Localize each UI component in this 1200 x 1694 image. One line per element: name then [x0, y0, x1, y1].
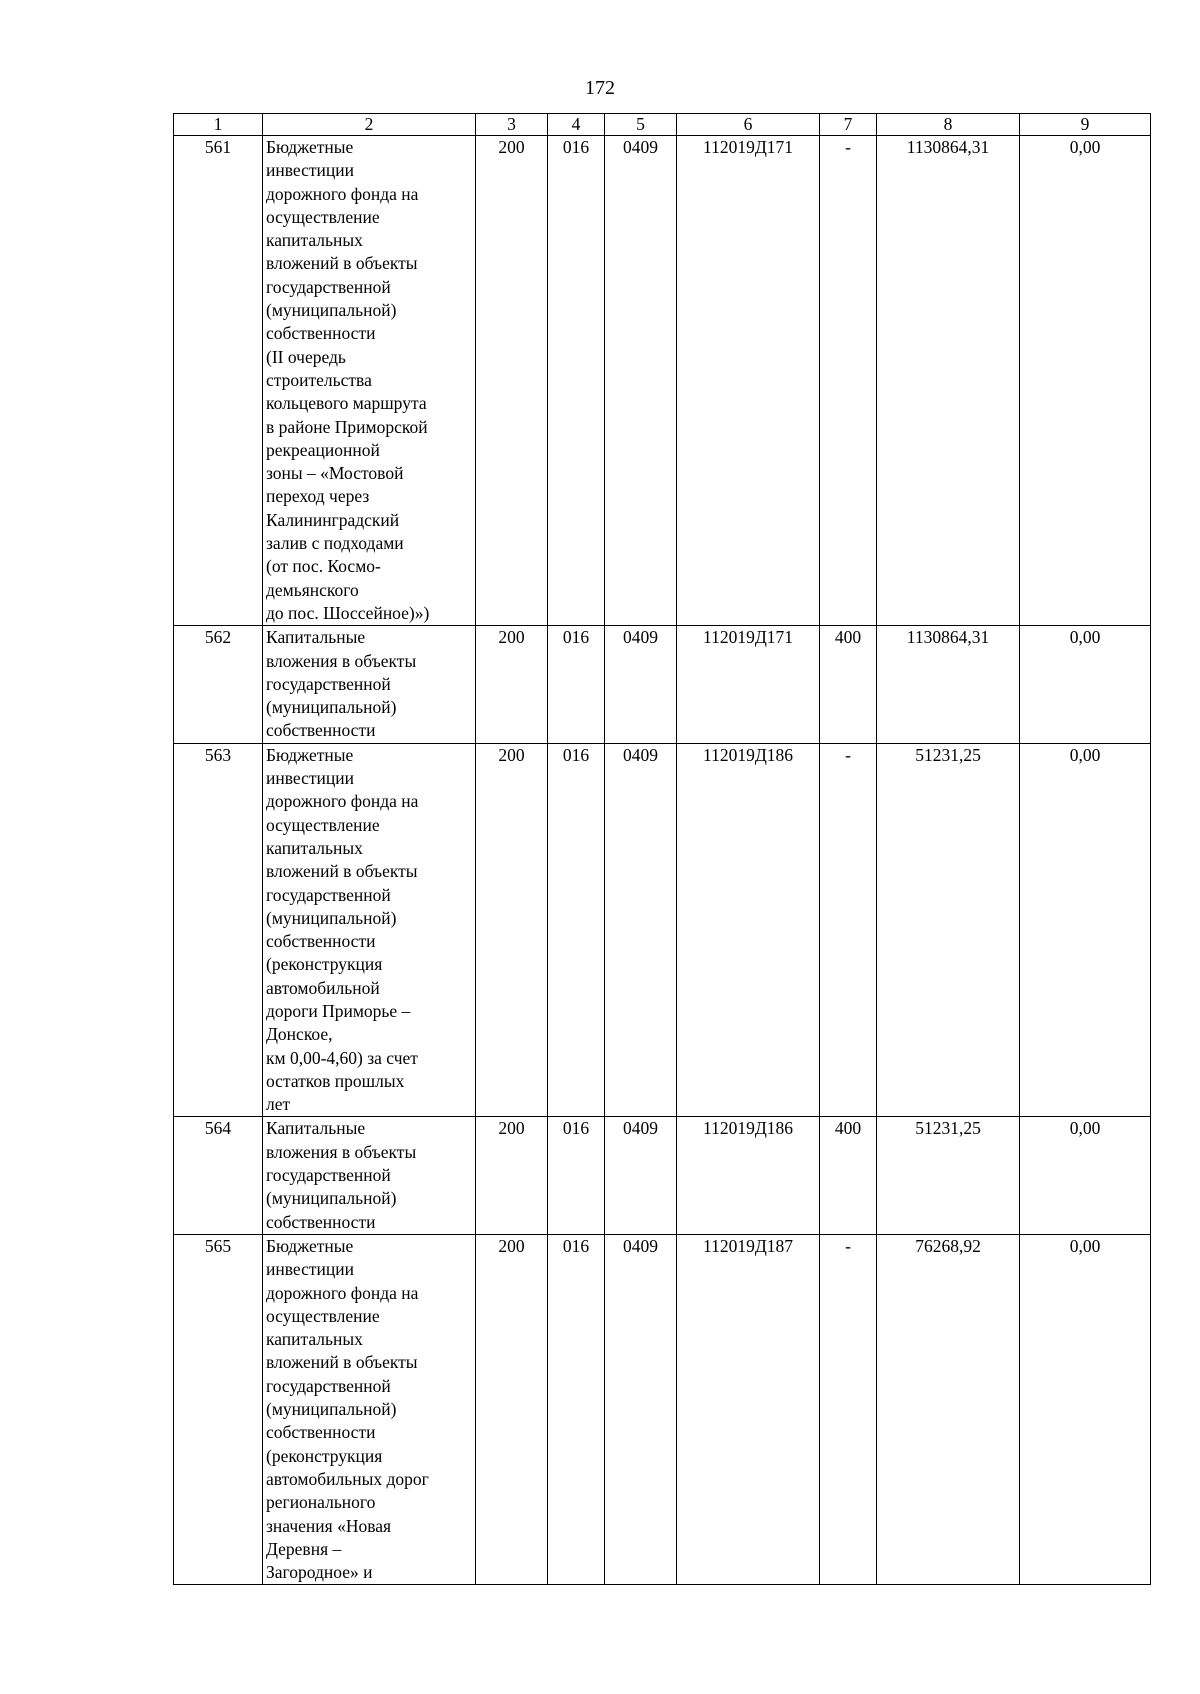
cell-col-3: 200: [476, 1234, 548, 1584]
table-row: [174, 626, 1151, 743]
cell-col-7: 400: [820, 626, 877, 743]
cell-col-8: 51231,25: [877, 743, 1020, 1117]
column-header-3: 3: [476, 114, 548, 136]
row-description: Капитальные вложения в объекты государственной (муниципальной) собственности: [263, 1117, 476, 1234]
column-header-2: 2: [263, 114, 476, 136]
row-description: Капитальные вложения в объекты государственной (муниципальной) собственности: [263, 626, 476, 743]
cell-col-9: 0,00: [1020, 1117, 1151, 1234]
cell-col-4: 016: [548, 743, 605, 1117]
page-number: 172: [585, 77, 615, 99]
column-header-6: 6: [677, 114, 820, 136]
column-header-1: 1: [174, 114, 263, 136]
cell-col-9: 0,00: [1020, 136, 1151, 626]
cell-col-4: 016: [548, 1234, 605, 1584]
row-description: Бюджетные инвестиции дорожного фонда на осуществление капитальных вложений в объекты государственной (муниципальной) собственности (реконструкция автомобильных дорог регионального значения «Новая Деревня – Загородное» и: [263, 1234, 476, 1584]
cell-col-8: 51231,25: [877, 1117, 1020, 1234]
cell-col-6: 112019Д171: [677, 136, 820, 626]
cell-col-3: 200: [476, 136, 548, 626]
table-row: [174, 743, 1151, 1117]
row-number: 564: [174, 1117, 263, 1234]
cell-col-5: 0409: [605, 136, 677, 626]
column-header-5: 5: [605, 114, 677, 136]
cell-col-3: 200: [476, 1117, 548, 1234]
cell-col-6: 112019Д186: [677, 1117, 820, 1234]
table-row: [174, 1234, 1151, 1584]
table-row: [174, 136, 1151, 626]
cell-col-3: 200: [476, 743, 548, 1117]
row-number: 562: [174, 626, 263, 743]
cell-col-8: 1130864,31: [877, 136, 1020, 626]
cell-col-4: 016: [548, 1117, 605, 1234]
header-row: [174, 114, 1151, 136]
row-description: Бюджетные инвестиции дорожного фонда на осуществление капитальных вложений в объекты государственной (муниципальной) собственности (II очередь строительства кольцевого маршрута в районе Приморской рекреационной зоны – «Мостовой переход через Калининградский залив с подходами (от пос. Космо- демьянского до пос. Шоссейное)»): [263, 136, 476, 626]
cell-col-5: 0409: [605, 1117, 677, 1234]
cell-col-5: 0409: [605, 1234, 677, 1584]
column-header-7: 7: [820, 114, 877, 136]
cell-col-4: 016: [548, 136, 605, 626]
cell-col-9: 0,00: [1020, 626, 1151, 743]
cell-col-6: 112019Д186: [677, 743, 820, 1117]
cell-col-6: 112019Д187: [677, 1234, 820, 1584]
row-number: 561: [174, 136, 263, 626]
cell-col-7: 400: [820, 1117, 877, 1234]
cell-col-3: 200: [476, 626, 548, 743]
row-number: 563: [174, 743, 263, 1117]
budget-table: [173, 113, 1151, 1585]
cell-col-7: -: [820, 136, 877, 626]
column-header-4: 4: [548, 114, 605, 136]
row-description: Бюджетные инвестиции дорожного фонда на осуществление капитальных вложений в объекты государственной (муниципальной) собственности (реконструкция автомобильной дороги Приморье – Донское, км 0,00-4,60) за счет остатков прошлых лет: [263, 743, 476, 1117]
cell-col-9: 0,00: [1020, 743, 1151, 1117]
column-header-8: 8: [877, 114, 1020, 136]
cell-col-5: 0409: [605, 743, 677, 1117]
row-number: 565: [174, 1234, 263, 1584]
cell-col-9: 0,00: [1020, 1234, 1151, 1584]
column-header-9: 9: [1020, 114, 1151, 136]
cell-col-6: 112019Д171: [677, 626, 820, 743]
cell-col-4: 016: [548, 626, 605, 743]
cell-col-5: 0409: [605, 626, 677, 743]
cell-col-8: 1130864,31: [877, 626, 1020, 743]
cell-col-7: -: [820, 743, 877, 1117]
table-row: [174, 1117, 1151, 1234]
cell-col-7: -: [820, 1234, 877, 1584]
cell-col-8: 76268,92: [877, 1234, 1020, 1584]
